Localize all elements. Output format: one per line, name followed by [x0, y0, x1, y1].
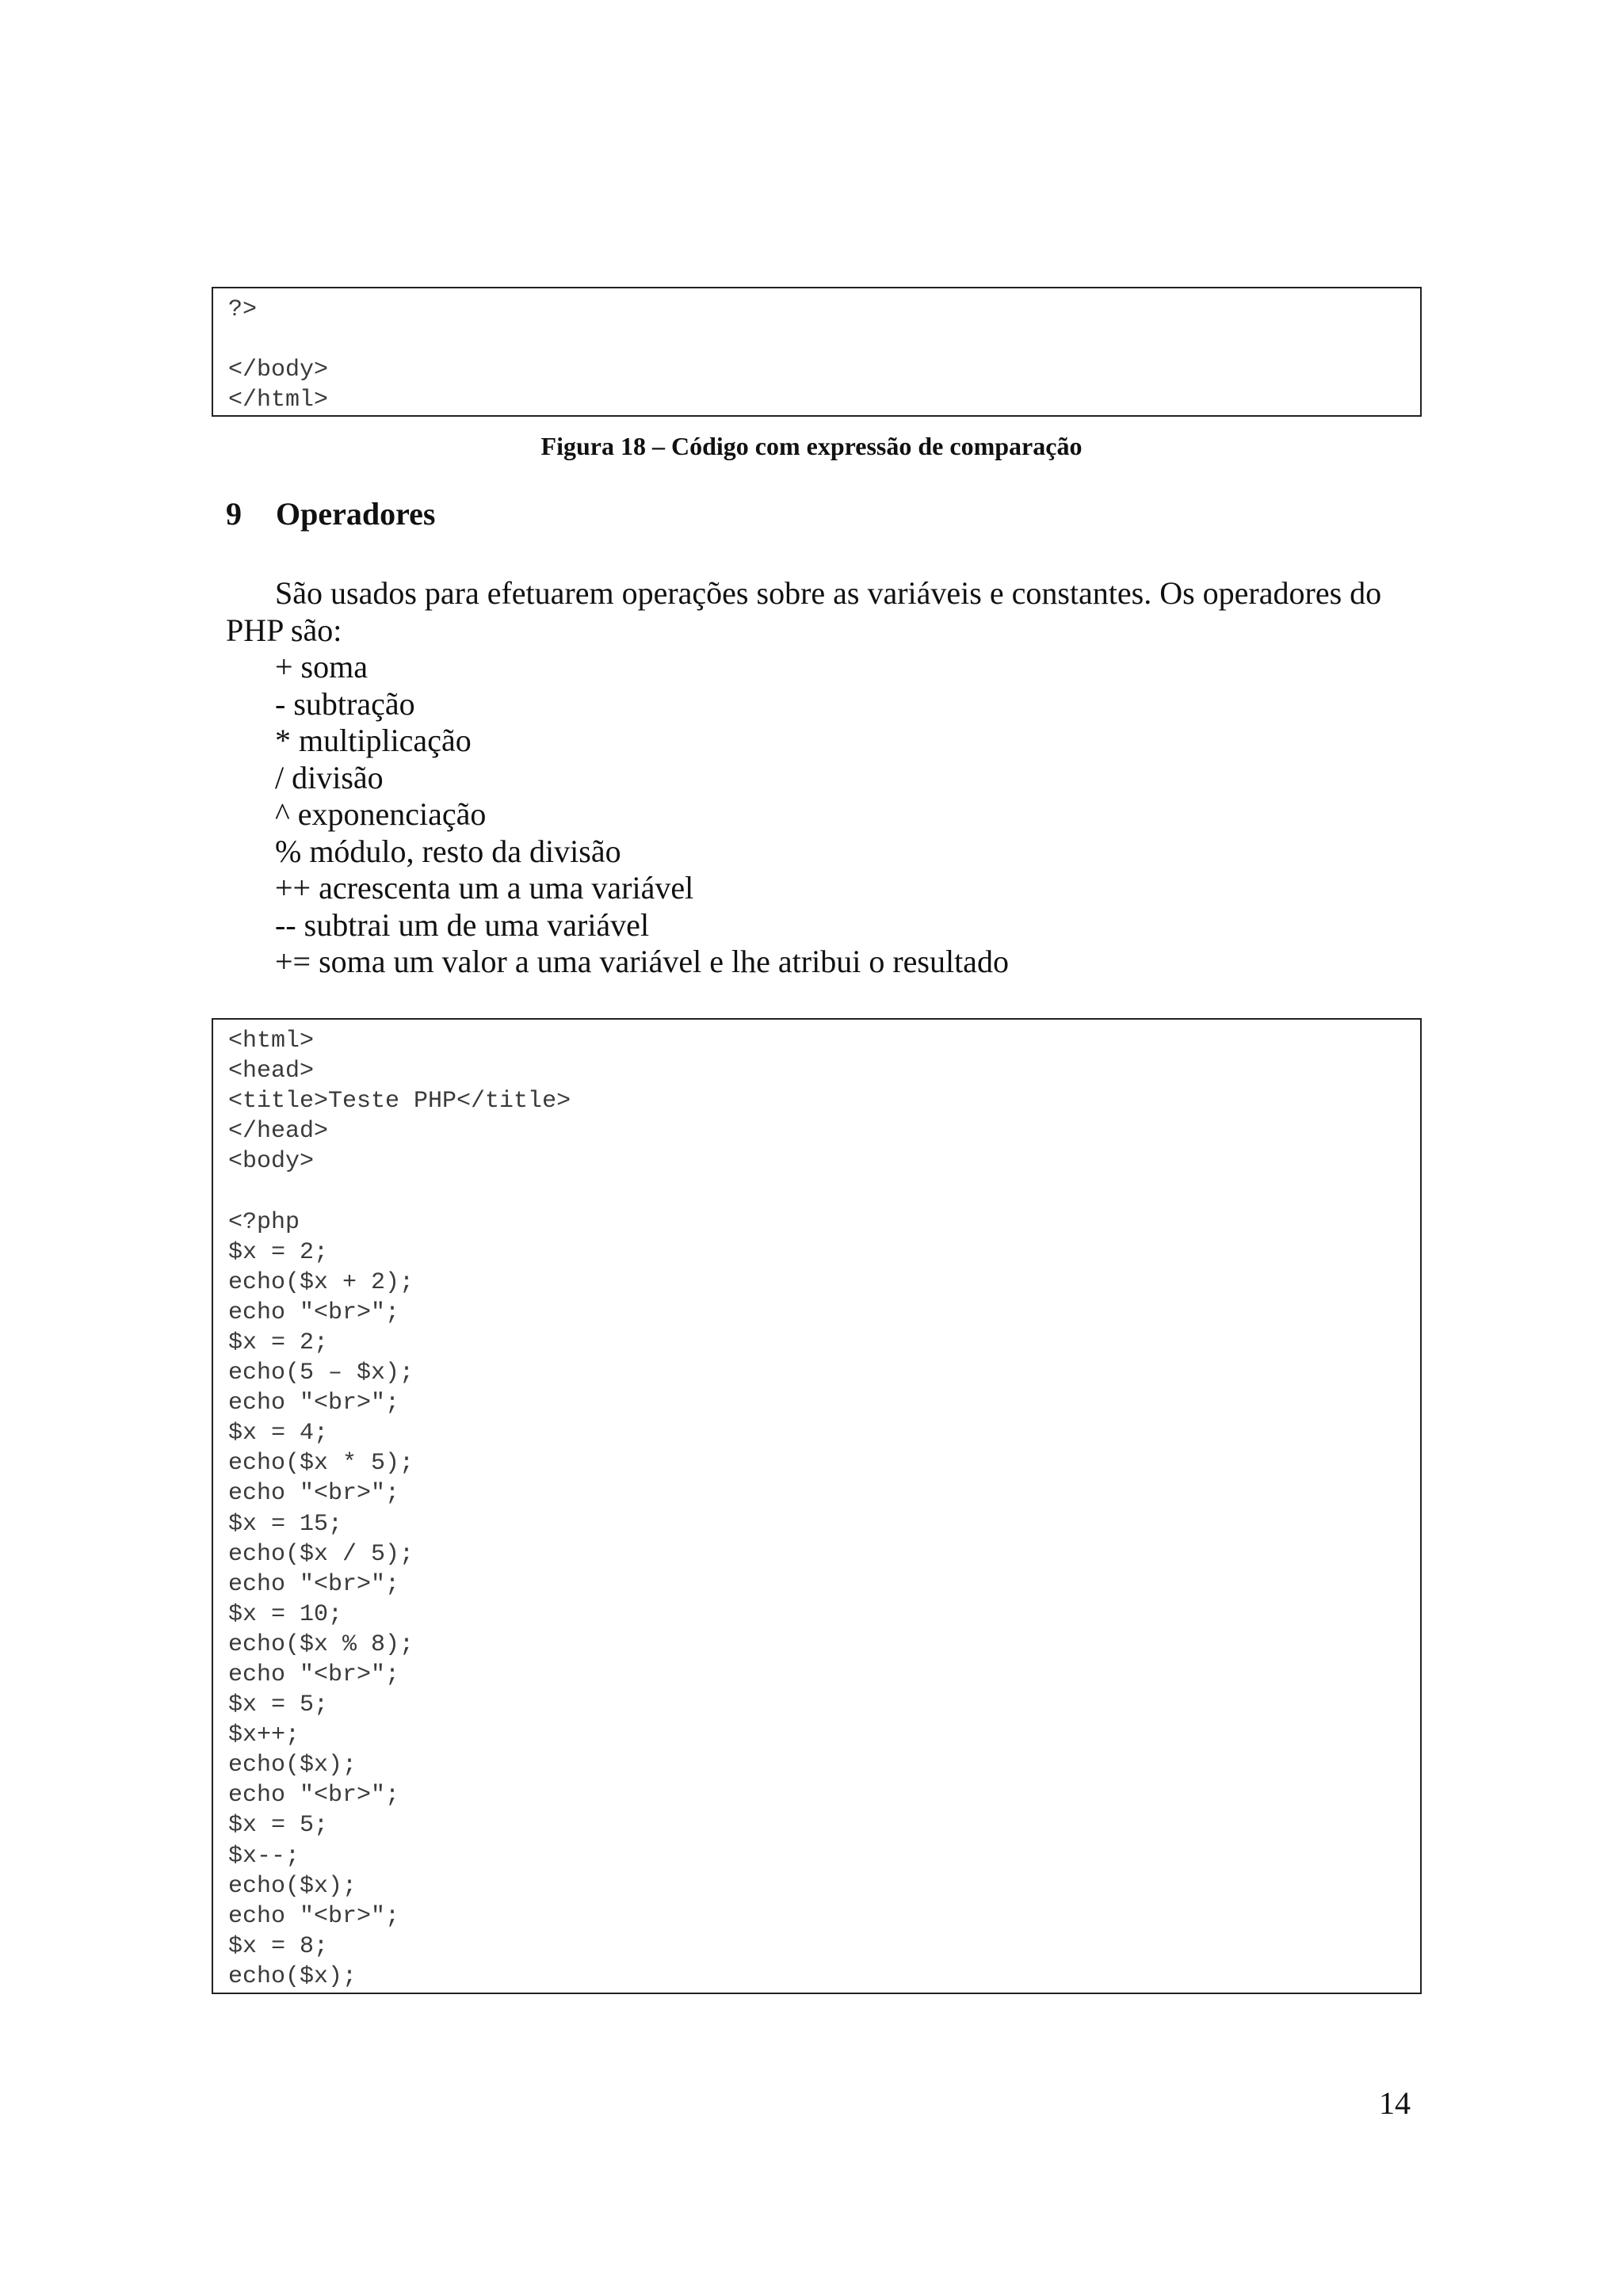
code-line: $x++; — [228, 1722, 300, 1749]
code-line: echo "<br>"; — [228, 1782, 400, 1810]
operators-list — [275, 649, 1009, 981]
code-line: $x--; — [228, 1842, 300, 1870]
code-line: echo "<br>"; — [228, 1661, 400, 1688]
code-line: echo($x + 2); — [228, 1268, 414, 1296]
list-item: ++ acrescenta um a uma variável — [275, 870, 694, 906]
section-heading — [226, 494, 435, 534]
page-number: 14 — [1379, 2085, 1411, 2121]
code-line: echo($x * 5); — [228, 1450, 414, 1478]
paragraph-line: São usados para efetuarem operações sobre as variáveis e constantes. Os operadores do — [275, 575, 1382, 611]
intro-paragraph — [226, 575, 1423, 649]
code-line: $x = 2; — [228, 1238, 329, 1266]
list-item: * multiplicação — [275, 723, 472, 758]
code-line: <body> — [228, 1148, 315, 1176]
code-line — [228, 325, 1420, 355]
code-block-operators-example — [212, 1018, 1422, 1994]
list-item: -- subtrai um de uma variável — [275, 906, 650, 943]
paragraph-line: PHP são: — [226, 612, 342, 648]
code-line: echo "<br>"; — [228, 1390, 400, 1417]
code-line: $x = 8; — [228, 1932, 329, 1960]
code-line: $x = 5; — [228, 1812, 329, 1840]
section-title: Operadores — [276, 496, 436, 532]
code-line: $x = 15; — [228, 1510, 343, 1538]
code-line: $x = 5; — [228, 1691, 329, 1719]
code-line: echo "<br>"; — [228, 1299, 400, 1326]
code-line: echo($x % 8); — [228, 1630, 414, 1658]
code-line — [228, 1177, 1420, 1207]
code-line: echo($x / 5); — [228, 1540, 414, 1568]
code-line: echo(5 – $x); — [228, 1360, 414, 1387]
code-line: </html> — [228, 387, 329, 414]
figure-caption: Figura 18 – Código com expressão de comparação — [540, 432, 1083, 460]
code-line: echo "<br>"; — [228, 1480, 400, 1508]
section-number: 9 — [226, 496, 242, 532]
code-line: <head> — [228, 1058, 315, 1085]
code-line: ?> — [228, 296, 258, 323]
code-line: <?php — [228, 1208, 300, 1236]
list-item: - subtração — [275, 685, 415, 722]
code-block-closing-tags — [212, 287, 1422, 417]
list-item: + soma — [275, 649, 368, 685]
list-item: ^ exponenciação — [275, 796, 487, 832]
code-line: echo "<br>"; — [228, 1570, 400, 1598]
code-line: echo "<br>"; — [228, 1902, 400, 1930]
list-item: % módulo, resto da divisão — [275, 833, 621, 869]
code-line: echo($x); — [228, 1962, 357, 1990]
code-line: <title>Teste PHP</title> — [228, 1088, 571, 1116]
code-line: $x = 2; — [228, 1329, 329, 1356]
list-item: / divisão — [275, 759, 384, 795]
list-item: += soma um valor a uma variável e lhe atribui o resultado — [275, 944, 1009, 979]
code-line: </head> — [228, 1118, 329, 1146]
code-line: </body> — [228, 357, 329, 384]
code-line: $x = 10; — [228, 1600, 343, 1628]
code-line: echo($x); — [228, 1752, 357, 1779]
code-line: echo($x); — [228, 1872, 357, 1900]
code-line: $x = 4; — [228, 1420, 329, 1447]
code-line: <html> — [228, 1028, 315, 1055]
